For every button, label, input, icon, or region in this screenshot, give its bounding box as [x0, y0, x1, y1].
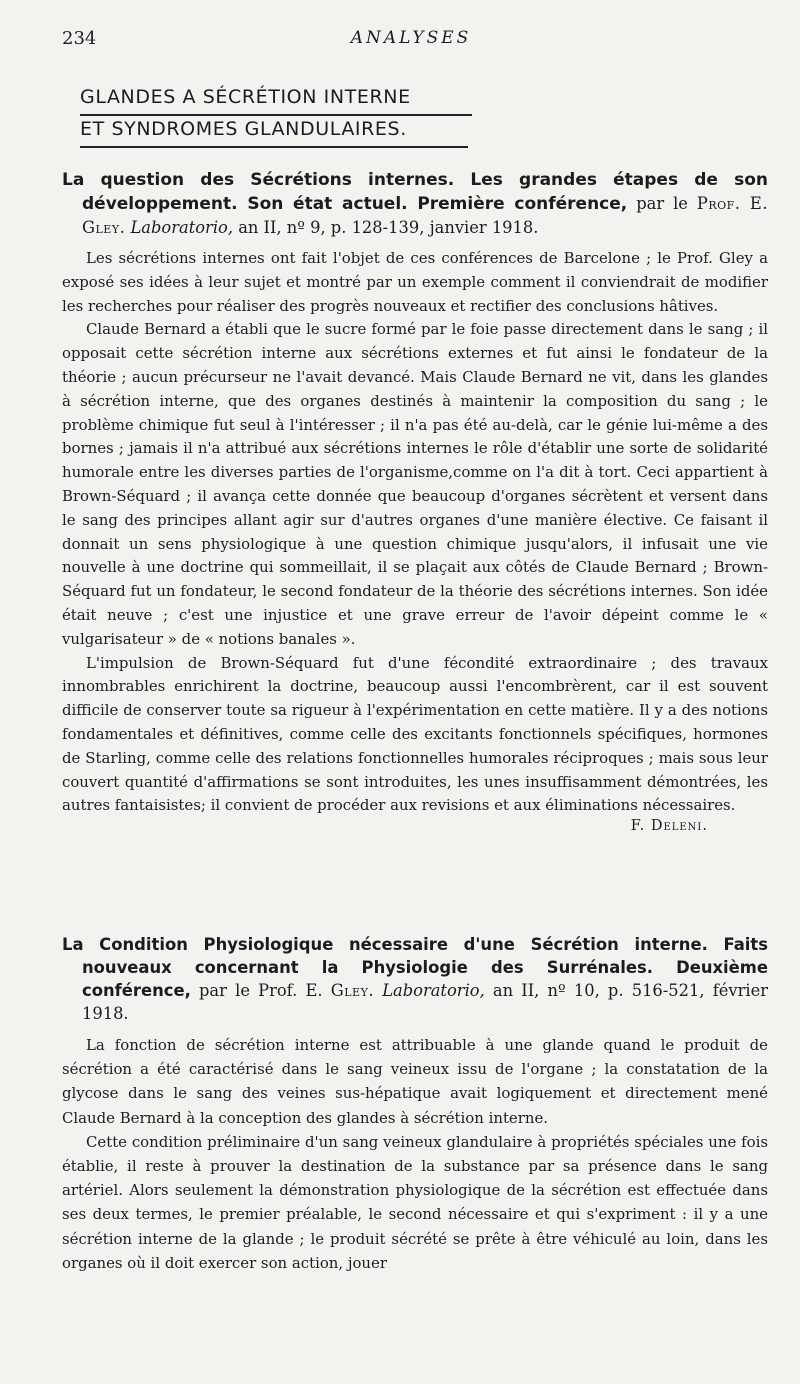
- page-header: [62, 28, 760, 58]
- article-1-paragraph: Claude Bernard a établi que le sucre formé par le foie passe directement dans le sang ; il opposait cette sécrétion interne aux sécrétions externes et fut ainsi le fondateur de la théorie ; aucun précurseur ne l'avait devancé. Mais Claude Bernard ne vit, dans les glandes à sécrétion interne, que des organes destinés à maintenir la composition du sang ; le problème chimique fut seul à l'intéresser ; il n'a pas été au-delà, car le génie lui-même a des bornes ; jamais il n'a attribué aux sécrétions internes le rôle d'établir une sorte de solidarité humorale entre les diverses parties de l'organisme,comme on l'a dit à tort. Ceci appartient à Brown-Séquard ; il avança cette donnée que beaucoup d'organes sécrètent et versent dans le sang des principes allant agir sur d'autres organes d'une manière élective. Ce faisant il donnait un sens physiologique à une question chimique jusqu'alors, il infusait une vie nouvelle à une doctrine qui sommeillait, il se plaçait aux côtés de Claude Bernard ; Brown-Séquard fut un fondateur, le second fondateur de la théorie des sécrétions internes. Son idée était neuve ; c'est une injustice et une grave erreur de l'avoir dépeint comme le « vulgarisateur » de « notions banales ».: [62, 320, 768, 648]
- article-1-journal: Laboratorio,: [130, 218, 234, 237]
- article-2-heading: [62, 933, 768, 1025]
- page-number: 234: [62, 28, 97, 49]
- article-1-signature: F. Deleni.: [630, 818, 708, 835]
- article-2-journal: Laboratorio,: [382, 981, 485, 1000]
- article-2-paragraph: La fonction de sécrétion interne est attribuable à une glande quand le produit de sécrétion a été caractérisé dans le sang veineux issu de l'organe ; la constatation de la glycose dans le sang des veines sus-hépatique avait logiquement et directement mené Claude Bernard à la conception des glandes à sécrétion interne.: [62, 1036, 768, 1127]
- article-2-paragraph: Cette condition préliminaire d'un sang veineux glandulaire à propriétés spéciales une fois établie, il reste à prouver la destination de la substance par sa présence dans le sang artériel. Alors seulement la démonstration physiologique de la sécrétion est effectuée dans ses deux termes, le premier préalable, le second nécessaire et qui s'expriment : il y a une sécrétion interne de la glande ; le produit sécrété se prête à être véhiculé au loin, dans les organes où il doit exercer son action, jouer: [62, 1132, 768, 1272]
- article-2-author: Gley.: [330, 981, 375, 1000]
- article-1-author: Prof. E. Gley.: [82, 194, 768, 237]
- article-2-title: La Condition Physiologique nécessaire d'une Sécrétion interne. Faits nouveaux concernant la Physiologie des Surrénales. Deuxième conférence,: [62, 935, 768, 1000]
- article-1-citation: an II, nº 9, p. 128-139, janvier 1918.: [233, 218, 539, 237]
- section-title-line1: GLANDES A SÉCRÉTION INTERNE: [80, 86, 411, 108]
- title-underline-2: [80, 146, 468, 148]
- article-1-heading: [62, 168, 768, 239]
- section-title-line2: ET SYNDROMES GLANDULAIRES.: [80, 118, 407, 140]
- article-1: [62, 168, 768, 834]
- article-2: [62, 933, 768, 1275]
- article-1-paragraph: L'impulsion de Brown-Séquard fut d'une fécondité extraordinaire ; des travaux innombrables enrichirent la doctrine, beaucoup aussi l'encombrèrent, car il est souvent difficile de conserver toute sa rigueur à l'expérimentation en cette matière. Il y a des notions fondamentales et définitives, comme celle des excitants fonctionnels spécifiques, hormones de Starling, comme celle des relations fonctionnelles humorales réciproques ; mais sous leur couvert quantité d'affirmations se sont introduites, les unes insuffisamment démontrées, les autres fantaisistes; il convient de procéder aux revisions et aux éliminations nécessaires.: [62, 653, 768, 815]
- running-head: ANALYSES: [350, 28, 472, 48]
- title-underline-1: [80, 114, 472, 116]
- article-1-paragraph: Les sécrétions internes ont fait l'objet de ces conférences de Barcelone ; le Prof. Gley a exposé ses idées à leur sujet et montré par un exemple comment il conviendrait de modifier les recherches pour réaliser des progrès nouveaux et rectifier des conclusions hâtives.: [62, 249, 768, 315]
- article-1-byline-prefix: par le: [627, 194, 697, 213]
- article-1-title: La question des Sécrétions internes. Les grandes étapes de son développement. Son état actuel. Première conférence,: [62, 170, 768, 214]
- article-2-citation: an II, nº 10, p. 516-521, février 1918.: [82, 981, 768, 1023]
- article-2-byline-prefix: par le Prof. E.: [190, 981, 331, 1000]
